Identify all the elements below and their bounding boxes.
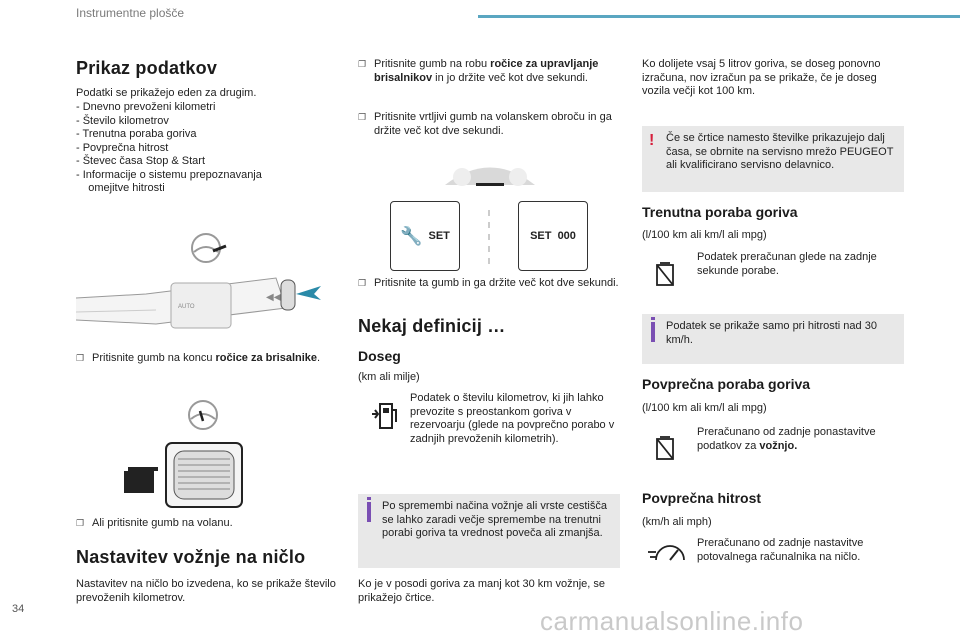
list-item: - Informacije o sistemu prepoznavanja <box>76 168 262 181</box>
fuel-consumption-icon <box>654 262 678 288</box>
dashboard-illustration <box>440 155 540 195</box>
list-item: - Povprečna hitrost <box>76 141 169 154</box>
svg-text:AUTO: AUTO <box>178 304 195 310</box>
steering-wheel-icon <box>192 234 226 262</box>
range-low-text: Ko je v posodi goriva za manj kot 30 km vožnje, se prikažejo črtice. <box>358 578 606 604</box>
reset-text: Nastavitev na ničlo bo izvedena, ko se prikaže število prevoženih kilometrov. <box>76 578 336 604</box>
checkbox-icon: ❐ <box>76 353 85 363</box>
list-item: - Število kilometrov <box>76 114 169 127</box>
cur-unit: (l/100 km ali km/l ali mpg) <box>642 229 767 241</box>
checkbox-icon: ❐ <box>358 278 367 288</box>
svg-text:◀◀: ◀◀ <box>266 292 282 303</box>
range-text: Podatek o številu kilometrov, ki jih lahko prevozite s preostankom goriva v rezervoarju (glede na povprečno porabo v zadnjih prevoženih kilometrih). <box>410 392 615 445</box>
section-header: Instrumentne plošče <box>76 6 185 20</box>
title-povprecna-poraba: Povprečna poraba goriva <box>642 376 811 392</box>
wrench-icon: 🔧 <box>400 225 423 246</box>
header-accent-bar <box>478 15 960 18</box>
wiper-stalk-illustration <box>76 228 326 338</box>
bullet-stalk-edge: ❐ Pritisnite gumb na robu ročice za upravljanje brisalnikov in jo držite več kot dve sekundi. <box>358 58 599 84</box>
title-doseg: Doseg <box>358 348 401 364</box>
intro-text: Podatki se prikažejo eden za drugim. <box>76 87 257 99</box>
title-trenutna-poraba: Trenutna poraba goriva <box>642 204 798 220</box>
set-button-wrench: 🔧 SET <box>390 201 460 271</box>
info-note-range: Po spremembi načina vožnje ali vrste cestišča se lahko zaradi večje spremembe na trenutni porabi goriva ta vrednost poveča ali zmanjša. <box>358 494 620 568</box>
info-note-current: Podatek se prikaže samo pri hitrosti nad 30 km/h. <box>642 314 904 364</box>
avg-unit: (l/100 km ali km/l ali mpg) <box>642 402 767 414</box>
fuel-pump-icon <box>370 400 398 432</box>
speedometer-icon <box>648 540 688 564</box>
bullet-steering-button: ❐ Ali pritisnite gumb na volanu. <box>76 517 233 529</box>
checkbox-icon: ❐ <box>358 59 367 69</box>
title-definicije: Nekaj definicij … <box>358 316 506 336</box>
list-item: - Dnevno prevoženi kilometri <box>76 101 216 113</box>
divider-dashes <box>484 210 494 270</box>
warning-icon: ! <box>649 132 655 149</box>
bullet-stalk-end: ❐ Pritisnite gumb na koncu ročice za brisalnike. <box>76 352 321 364</box>
checkbox-icon: ❐ <box>76 518 85 528</box>
title-povprecna-hitrost: Povprečna hitrost <box>642 490 762 506</box>
watermark: carmanualsonline.info <box>540 606 804 636</box>
speed-unit: (km/h ali mph) <box>642 516 712 528</box>
avg-consumption-icon <box>654 436 678 462</box>
range-unit: (km ali milje) <box>358 371 420 383</box>
set-button-000: SET 000 <box>518 201 588 271</box>
title-nastavitev: Nastavitev vožnje na ničlo <box>76 547 306 567</box>
page-number: 34 <box>12 603 25 615</box>
speed-text: Preračunano od zadnje nastavitve potovalnega računalnika na ničlo. <box>697 537 864 563</box>
avg-text: Preračunano od zadnje ponastavitve podatkov za vožnjo. <box>697 426 876 452</box>
warning-note: ! Če se črtice namesto številke prikazujejo dalj časa, se obrnite na servisno mrežo PEUGEOT ali kvalificirano servisno delavnico. <box>642 126 904 192</box>
info-icon <box>367 502 371 522</box>
list-item: omejitve hitrosti <box>76 182 165 194</box>
arrow-icon <box>296 286 321 300</box>
list-item: - Trenutna poraba goriva <box>76 128 197 140</box>
title-prikaz-podatkov: Prikaz podatkov <box>76 58 218 78</box>
checkbox-icon: ❐ <box>358 112 367 122</box>
steering-button-illustration <box>118 395 248 510</box>
cur-text: Podatek preračunan glede na zadnje sekunde porabe. <box>697 251 877 277</box>
data-list <box>76 101 326 196</box>
list-item: - Števec časa Stop & Start <box>76 155 206 167</box>
bullet-set-button: ❐ Pritisnite ta gumb in ga držite več kot dve sekundi. <box>358 277 619 289</box>
info-icon <box>651 322 655 342</box>
bullet-rotary-knob: ❐ Pritisnite vrtljivi gumb na volanskem obroču in ga držite več kot dve sekundi. <box>358 111 612 137</box>
refuel-text: Ko dolijete vsaj 5 litrov goriva, se doseg ponovno izračuna, nov izračun pa se prikaže, če je doseg vozila večji kot 100 km. <box>642 58 881 97</box>
